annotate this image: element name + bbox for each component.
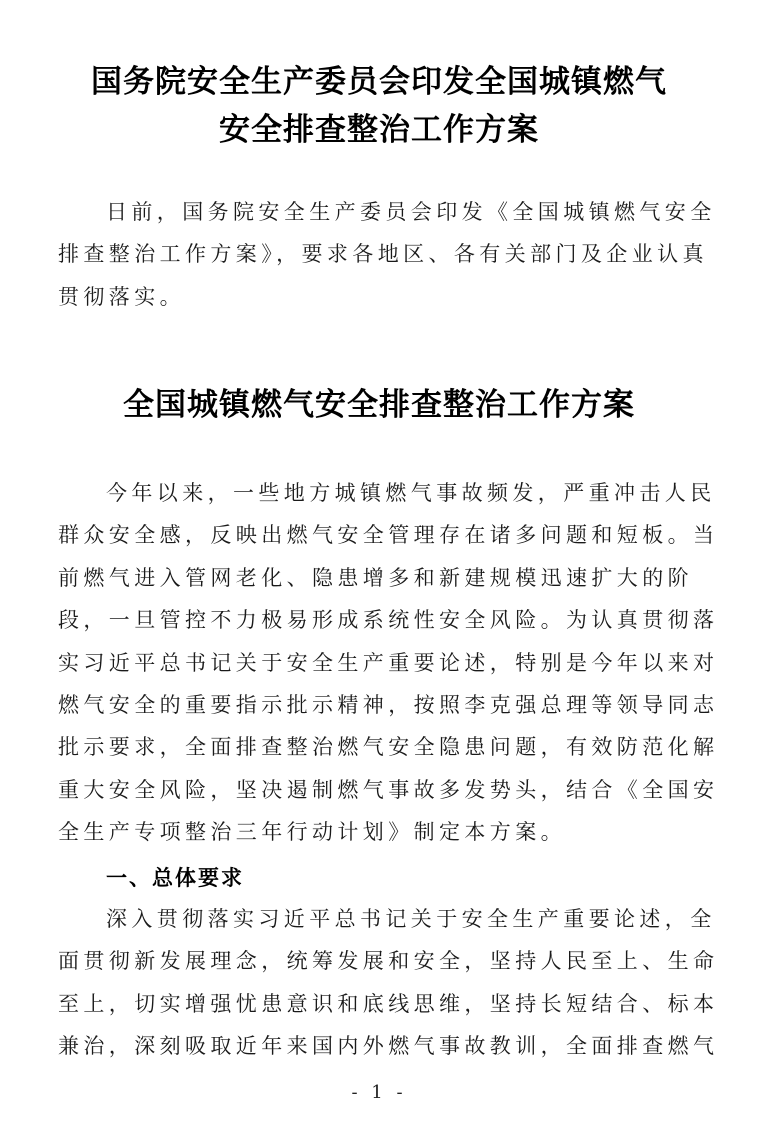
main-title-line: 国务院安全生产委员会印发全国城镇燃气 <box>91 64 667 100</box>
paragraph-line: 燃气安全的重要指示批示精神，按照李克强总理等领导同志 <box>58 693 719 718</box>
paragraph-line: 贯彻落实。 <box>58 284 185 309</box>
paragraph-line: 全生产专项整治三年行动计划》制定本方案。 <box>58 820 566 845</box>
plan-title: 全国城镇燃气安全排查整治工作方案 <box>123 387 635 423</box>
paragraph-line: 深入贯彻落实习近平总书记关于安全生产重要论述，全 <box>106 907 716 931</box>
paragraph-line: 实习近平总书记关于安全生产重要论述，特别是今年以来对 <box>58 650 719 675</box>
general-requirements-paragraph <box>58 898 719 1068</box>
intro-paragraph <box>58 191 716 318</box>
preamble-paragraph <box>58 472 719 854</box>
paragraph-line: 面贯彻新发展理念，统筹发展和安全，坚持人民至上、生命 <box>58 949 719 974</box>
paragraph-line: 重大安全风险，坚决遏制燃气事故多发势头，结合《全国安 <box>58 777 719 802</box>
main-title-line: 安全排查整治工作方案 <box>219 112 539 148</box>
page-number: - 1 - <box>351 1082 407 1103</box>
main-title <box>40 58 718 154</box>
paragraph-line: 前燃气进入管网老化、隐患增多和新建规模迅速扩大的阶 <box>58 565 693 590</box>
paragraph-line: 今年以来，一些地方城镇燃气事故频发，严重冲击人民 <box>106 481 716 505</box>
paragraph-line: 兼治，深刻吸取近年来国内外燃气事故教训，全面排查燃气 <box>58 1034 719 1059</box>
paragraph-line: 日前，国务院安全生产委员会印发《全国城镇燃气安全 <box>106 200 716 224</box>
paragraph-line: 排查整治工作方案》，要求各地区、各有关部门及企业认真 <box>58 242 708 267</box>
paragraph-line: 批示要求，全面排查整治燃气安全隐患问题，有效防范化解 <box>58 735 719 760</box>
paragraph-line: 群众安全感，反映出燃气安全管理存在诸多问题和短板。当 <box>58 523 719 548</box>
paragraph-line: 段，一旦管控不力极易形成系统性安全风险。为认真贯彻落 <box>58 608 719 633</box>
paragraph-line: 至上，切实增强忧患意识和底线思维，坚持长短结合、标本 <box>58 991 719 1016</box>
section-heading-general-requirements: 一、总体要求 <box>106 866 244 890</box>
